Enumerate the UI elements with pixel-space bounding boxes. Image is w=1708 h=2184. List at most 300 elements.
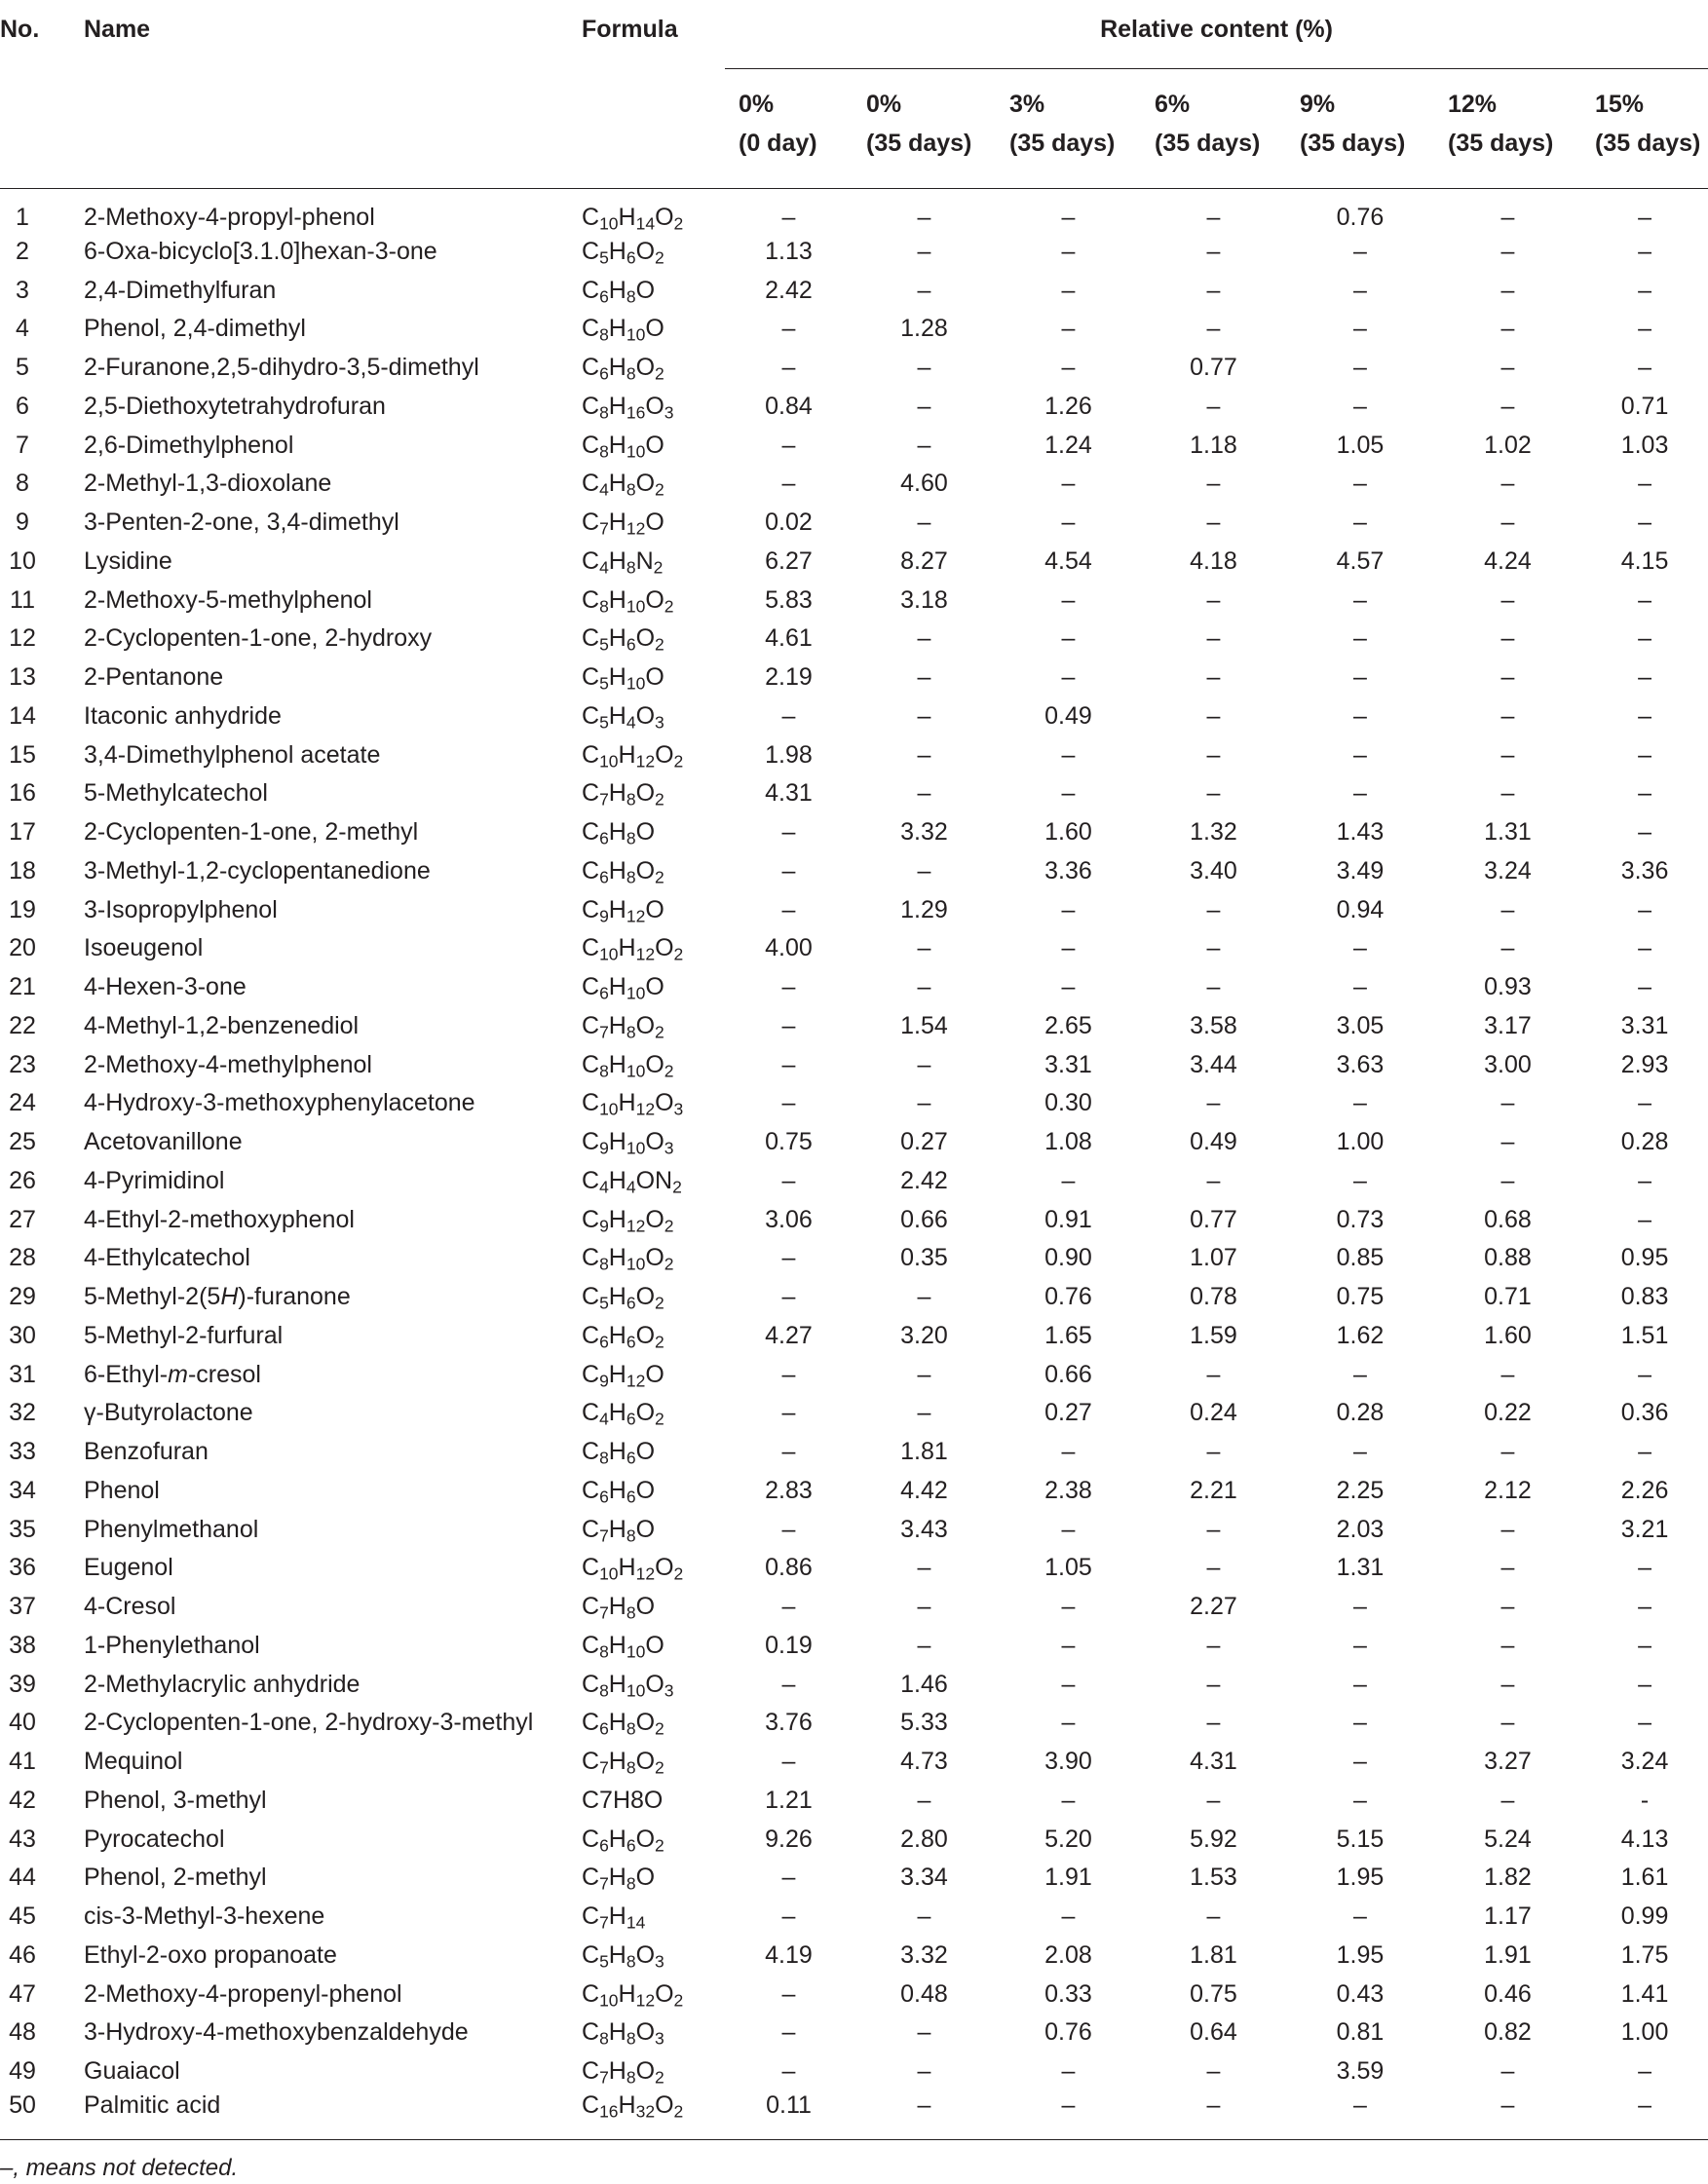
row-number: 48 — [9, 2018, 36, 2047]
relative-content-value: 0.76 — [1336, 204, 1385, 231]
relative-content-value: 1.60 — [1044, 818, 1092, 847]
relative-content-value: 0.75 — [1190, 1979, 1237, 2008]
relative-content-value: – — [917, 2018, 931, 2047]
row-number: 29 — [9, 1283, 36, 1311]
relative-content-value: 3.36 — [1044, 856, 1092, 885]
compound-name: Phenylmethanol — [84, 1515, 259, 1543]
relative-content-value: – — [781, 1360, 796, 1388]
compound-name: 2,4-Dimethylfuran — [84, 276, 277, 304]
compound-formula: $C_6H_8O_2$ — [582, 856, 664, 887]
relative-content-value: 0.84 — [765, 392, 813, 420]
compound-formula: $C_8H_{16}O_3$ — [582, 392, 674, 423]
compound-name: 2-Cyclopenten-1-one, 2-hydroxy — [84, 624, 433, 653]
relative-content-value: 3.44 — [1190, 1050, 1237, 1078]
relative-content-value: 1.46 — [900, 1670, 948, 1698]
relative-content-value: 5.83 — [765, 585, 813, 614]
relative-content-value: – — [917, 779, 931, 808]
relative-content-value: – — [1353, 740, 1367, 769]
relative-content-value: – — [1353, 624, 1367, 653]
compound-formula: $C_6H_{10}O$ — [582, 973, 664, 1003]
compound-name: 3-Hydroxy-4-methoxybenzaldehyde — [84, 2018, 469, 2047]
relative-content-value: – — [781, 2018, 796, 2047]
relative-content-value: 0.33 — [1044, 1979, 1092, 2008]
relative-content-value: – — [1638, 1205, 1651, 1233]
compound-name: 2-Methoxy-4-propyl-phenol — [84, 204, 375, 231]
relative-content-value: – — [1353, 779, 1367, 808]
row-number: 8 — [16, 470, 29, 498]
header-condition-days: (35 days) — [1155, 130, 1261, 157]
table-row — [0, 1394, 1708, 1433]
relative-content-value: – — [781, 856, 796, 885]
relative-content-value: – — [1638, 1166, 1651, 1194]
compound-name: cis-3-Methyl-3-hexene — [84, 1902, 325, 1931]
relative-content-value: 2.42 — [765, 276, 813, 304]
relative-content-value: 1.53 — [1190, 1864, 1237, 1892]
compound-formula: $C_{10}H_{12}O_2$ — [582, 1979, 684, 2010]
relative-content-value: 1.91 — [1484, 1940, 1532, 1969]
header-condition — [1581, 69, 1708, 189]
relative-content-value: – — [1206, 1554, 1221, 1582]
relative-content-value: 1.03 — [1620, 431, 1669, 459]
relative-content-value: 1.21 — [765, 1786, 813, 1814]
relative-content-value: – — [1206, 392, 1221, 420]
relative-content-value: – — [1206, 1360, 1221, 1388]
relative-content-value: – — [1500, 1089, 1515, 1117]
relative-content-value: – — [1206, 470, 1221, 498]
relative-content-value: – — [917, 431, 931, 459]
table-row — [0, 2014, 1708, 2052]
compound-formula: $C_5H_6O_2$ — [582, 237, 664, 268]
relative-content-value: 4.42 — [900, 1476, 948, 1504]
row-number: 17 — [9, 818, 36, 847]
relative-content-value: 1.81 — [1190, 1940, 1237, 1969]
relative-content-value: – — [781, 1050, 796, 1078]
compound-formula: $C_9H_{12}O$ — [582, 895, 664, 925]
compound-name: 2-Methoxy-4-methylphenol — [84, 1050, 372, 1078]
relative-content-value: 1.60 — [1484, 1321, 1532, 1349]
compound-name: 6-Ethyl-m-cresol — [84, 1360, 261, 1388]
relative-content-value: 1.91 — [1044, 1864, 1092, 1892]
compound-name: 4-Pyrimidinol — [84, 1166, 225, 1194]
relative-content-value: – — [1500, 1360, 1515, 1388]
relative-content-value: – — [1061, 1902, 1076, 1931]
relative-content-value: – — [1500, 740, 1515, 769]
compound-name: 2,6-Dimethylphenol — [84, 431, 294, 459]
table-row — [0, 851, 1708, 890]
relative-content-value: – — [1500, 895, 1515, 923]
row-number: 10 — [9, 546, 36, 575]
relative-content-value: – — [917, 354, 931, 382]
row-number: 20 — [9, 934, 36, 962]
relative-content-value: 0.49 — [1044, 701, 1092, 730]
relative-content-value: 0.71 — [1620, 392, 1669, 420]
relative-content-value: – — [1353, 470, 1367, 498]
relative-content-value: – — [1061, 895, 1076, 923]
relative-content-value: 2.19 — [765, 663, 813, 692]
table-row — [0, 426, 1708, 465]
table-row — [0, 1045, 1708, 1084]
relative-content-value: 2.08 — [1044, 1940, 1092, 1969]
relative-content-value: – — [1500, 204, 1515, 231]
relative-content-value: – — [1353, 1631, 1367, 1659]
relative-content-value: 1.02 — [1484, 431, 1532, 459]
relative-content-value: 1.00 — [1620, 2018, 1669, 2047]
relative-content-value: – — [1353, 663, 1367, 692]
relative-content-value: – — [1353, 585, 1367, 614]
table-row — [0, 1936, 1708, 1975]
compound-formula: $C_7H_8O_2$ — [582, 779, 664, 810]
compound-formula: $C_9H_{10}O_3$ — [582, 1128, 674, 1158]
relative-content-value: – — [1638, 237, 1651, 265]
compound-name: 6-Oxa-bicyclo[3.1.0]hexan-3-one — [84, 237, 437, 265]
relative-content-value: – — [1500, 1670, 1515, 1698]
compound-name: 4-Ethylcatechol — [84, 1244, 250, 1272]
table-row — [0, 1277, 1708, 1316]
compound-formula: $C_8H_{10}O_2$ — [582, 1050, 674, 1080]
relative-content-value: 0.85 — [1336, 1244, 1385, 1272]
table-row — [0, 503, 1708, 542]
row-number: 33 — [9, 1438, 36, 1466]
relative-content-value: 1.98 — [765, 740, 813, 769]
table-row — [0, 2052, 1708, 2090]
relative-content-value: – — [1500, 1438, 1515, 1466]
relative-content-value: – — [917, 1399, 931, 1427]
compound-name: γ-Butyrolactone — [84, 1399, 253, 1427]
relative-content-value: 1.41 — [1620, 1979, 1669, 2008]
row-number: 49 — [9, 2057, 36, 2086]
header-condition-pct: 12% — [1448, 91, 1498, 118]
table-row — [0, 1471, 1708, 1510]
table-row — [0, 348, 1708, 387]
relative-content-value: – — [1638, 1709, 1651, 1737]
relative-content-value: 0.11 — [766, 2091, 812, 2119]
relative-content-value: 0.82 — [1484, 2018, 1532, 2047]
relative-content-value: 1.51 — [1620, 1321, 1669, 1349]
relative-content-value: 0.88 — [1484, 1244, 1532, 1272]
relative-content-value: 0.73 — [1336, 1205, 1385, 1233]
relative-content-value: – — [1500, 1631, 1515, 1659]
relative-content-value: – — [1206, 1438, 1221, 1466]
relative-content-value: – — [1353, 354, 1367, 382]
row-number: 16 — [9, 779, 36, 808]
relative-content-value: – — [781, 1399, 796, 1427]
compound-name: 2-Methoxy-5-methylphenol — [84, 585, 372, 614]
relative-content-value: – — [781, 895, 796, 923]
row-number: 34 — [9, 1476, 36, 1504]
relative-content-value: – — [1353, 701, 1367, 730]
relative-content-value: – — [1638, 2057, 1651, 2086]
relative-content-value: 1.43 — [1336, 818, 1385, 847]
table-row — [0, 929, 1708, 968]
compound-name: Itaconic anhydride — [84, 701, 282, 730]
relative-content-value: - — [1640, 1786, 1650, 1814]
relative-content-value: 1.29 — [900, 895, 948, 923]
compound-name: Pyrocatechol — [84, 1825, 225, 1853]
relative-content-value: 3.00 — [1484, 1050, 1532, 1078]
row-number: 3 — [16, 276, 29, 304]
relative-content-value: – — [1353, 315, 1367, 343]
relative-content-value: – — [1206, 1670, 1221, 1698]
row-number: 36 — [9, 1554, 36, 1582]
relative-content-value: 0.77 — [1190, 1205, 1237, 1233]
compound-name: 3-Methyl-1,2-cyclopentanedione — [84, 856, 431, 885]
relative-content-value: – — [781, 1515, 796, 1543]
header-condition-days: (35 days) — [1448, 130, 1554, 157]
compound-formula: $C_7H_{12}O$ — [582, 508, 664, 539]
relative-content-value: 1.81 — [900, 1438, 948, 1466]
row-number: 50 — [9, 2091, 36, 2119]
table-row — [0, 735, 1708, 774]
table-row — [0, 890, 1708, 929]
compound-formula: $C_7H_8O$ — [582, 1515, 656, 1545]
table-row — [0, 1084, 1708, 1123]
relative-content-value: 2.42 — [900, 1166, 948, 1194]
relative-content-value: 1.95 — [1336, 1864, 1385, 1892]
relative-content-value: – — [1500, 1515, 1515, 1543]
relative-content-value: – — [1061, 934, 1076, 962]
table-row — [0, 465, 1708, 504]
relative-content-value: 0.95 — [1620, 1244, 1669, 1272]
header-condition — [996, 69, 1141, 189]
row-number: 19 — [9, 895, 36, 923]
relative-content-value: 0.35 — [900, 1244, 948, 1272]
compound-formula: $C_{10}H_{14}O_2$ — [582, 204, 684, 234]
relative-content-value: – — [917, 2091, 931, 2119]
relative-content-value: 3.24 — [1620, 1748, 1669, 1776]
relative-content-value: – — [1638, 1438, 1651, 1466]
row-number: 21 — [9, 973, 36, 1001]
relative-content-value: 0.02 — [765, 508, 813, 537]
table-row — [0, 1510, 1708, 1549]
relative-content-value: 3.21 — [1620, 1515, 1669, 1543]
relative-content-value: – — [1500, 624, 1515, 653]
relative-content-value: – — [1500, 276, 1515, 304]
relative-content-value: 5.33 — [900, 1709, 948, 1737]
relative-content-value: – — [1638, 818, 1651, 847]
relative-content-value: 0.77 — [1190, 354, 1237, 382]
header-condition — [853, 69, 996, 189]
compound-name: 2-Methyl-1,3-dioxolane — [84, 470, 332, 498]
relative-content-value: – — [1500, 508, 1515, 537]
relative-content-value: 2.80 — [900, 1825, 948, 1853]
relative-content-value: – — [781, 1593, 796, 1621]
relative-content-value: – — [1638, 315, 1651, 343]
relative-content-value: – — [1061, 1670, 1076, 1698]
relative-content-value: – — [1061, 740, 1076, 769]
compound-formula: $C_8H_{10}O_3$ — [582, 1670, 674, 1700]
relative-content-value: 4.15 — [1620, 546, 1669, 575]
relative-content-value: – — [1206, 1515, 1221, 1543]
compound-formula: $C_8H_{10}O$ — [582, 315, 664, 345]
table-bottom-rule — [0, 2139, 1708, 2140]
relative-content-value: – — [1206, 204, 1221, 231]
relative-content-value: – — [1500, 1554, 1515, 1582]
header-condition — [1141, 69, 1286, 189]
row-number: 5 — [16, 354, 29, 382]
row-number: 6 — [16, 392, 29, 420]
compound-name: 2-Cyclopenten-1-one, 2-hydroxy-3-methyl — [84, 1709, 534, 1737]
relative-content-value: 4.13 — [1620, 1825, 1669, 1853]
compound-name: Mequinol — [84, 1748, 183, 1776]
row-number: 32 — [9, 1399, 36, 1427]
header-condition-pct: 6% — [1155, 91, 1191, 118]
compound-name: 2-Cyclopenten-1-one, 2-methyl — [84, 818, 419, 847]
relative-content-value: – — [1638, 1360, 1651, 1388]
relative-content-value: – — [917, 1360, 931, 1388]
relative-content-value: 1.28 — [900, 315, 948, 343]
relative-content-value: 2.83 — [765, 1476, 813, 1504]
relative-content-value: 1.31 — [1484, 818, 1532, 847]
table-row — [0, 1316, 1708, 1355]
table-row — [0, 1897, 1708, 1936]
header-condition-days: (35 days) — [866, 130, 972, 157]
compound-name: Benzofuran — [84, 1438, 209, 1466]
relative-content-value: – — [917, 1050, 931, 1078]
relative-content-value: – — [1500, 1166, 1515, 1194]
relative-content-value: 4.73 — [900, 1748, 948, 1776]
relative-content-value: 0.28 — [1620, 1128, 1669, 1156]
compound-formula: $C_7H_8O$ — [582, 1864, 656, 1894]
compound-name: Lysidine — [84, 546, 172, 575]
row-number: 37 — [9, 1593, 36, 1621]
compound-name: Phenol — [84, 1476, 160, 1504]
relative-content-value: 4.57 — [1336, 546, 1385, 575]
row-number: 45 — [9, 1902, 36, 1931]
compound-formula: $C_7H_{14}$ — [582, 1902, 646, 1933]
compound-formula: $C_{16}H_{32}O_2$ — [582, 2091, 684, 2122]
relative-content-value: – — [1500, 585, 1515, 614]
relative-content-value: – — [781, 1244, 796, 1272]
compound-name: Isoeugenol — [84, 934, 204, 962]
relative-content-value: – — [1638, 276, 1651, 304]
relative-content-value: – — [1353, 1670, 1367, 1698]
relative-content-value: – — [1638, 973, 1651, 1001]
table-row — [0, 1626, 1708, 1665]
relative-content-value: 0.48 — [900, 1979, 948, 2008]
compound-name: 1-Phenylethanol — [84, 1631, 260, 1659]
relative-content-value: 3.32 — [900, 1940, 948, 1969]
relative-content-value: – — [781, 1089, 796, 1117]
relative-content-value: 0.24 — [1190, 1399, 1237, 1427]
relative-content-value: 4.31 — [1190, 1748, 1237, 1776]
table-row — [0, 189, 1708, 233]
relative-content-value: 0.66 — [1044, 1360, 1092, 1388]
relative-content-value: – — [1353, 1166, 1367, 1194]
relative-content-value: 5.15 — [1336, 1825, 1385, 1853]
header-condition-days: (35 days) — [1595, 130, 1701, 157]
relative-content-value: – — [1061, 315, 1076, 343]
relative-content-value: 1.59 — [1190, 1321, 1237, 1349]
compound-name: 4-Ethyl-2-methoxyphenol — [84, 1205, 355, 1233]
relative-content-value: – — [1500, 1786, 1515, 1814]
relative-content-value: – — [1353, 1709, 1367, 1737]
relative-content-value: – — [1638, 508, 1651, 537]
relative-content-value: – — [1353, 1593, 1367, 1621]
relative-content-value: – — [1353, 1748, 1367, 1776]
relative-content-value: – — [781, 315, 796, 343]
row-number: 26 — [9, 1166, 36, 1194]
compound-formula: $C_8H_{10}O$ — [582, 1631, 664, 1662]
relative-content-value: 1.75 — [1620, 1940, 1669, 1969]
relative-content-value: 3.18 — [900, 585, 948, 614]
table-row — [0, 542, 1708, 581]
relative-content-value: 3.34 — [900, 1864, 948, 1892]
table-row — [0, 1704, 1708, 1743]
row-number: 31 — [9, 1360, 36, 1388]
relative-content-value: 3.24 — [1484, 856, 1532, 885]
row-number: 41 — [9, 1748, 36, 1776]
relative-content-value: – — [917, 392, 931, 420]
relative-content-value: 0.27 — [900, 1128, 948, 1156]
compound-formula: $C_7H_8O_2$ — [582, 2057, 664, 2088]
relative-content-value: – — [781, 1438, 796, 1466]
compound-formula: $C_6H_6O_2$ — [582, 1825, 664, 1855]
relative-content-value: 6.27 — [765, 546, 813, 575]
relative-content-value: 1.05 — [1044, 1554, 1092, 1582]
compound-formula: $C_4H_6O_2$ — [582, 1399, 664, 1429]
relative-content-value: – — [1061, 1709, 1076, 1737]
relative-content-value: – — [1061, 276, 1076, 304]
compound-formula: $C_9H_{12}O_2$ — [582, 1205, 674, 1235]
compound-name: Palmitic acid — [84, 2091, 221, 2119]
relative-content-value: – — [1353, 1089, 1367, 1117]
relative-content-value: – — [1206, 1902, 1221, 1931]
relative-content-value: – — [781, 1670, 796, 1698]
relative-content-value: 4.54 — [1044, 546, 1092, 575]
relative-content-value: – — [1206, 740, 1221, 769]
compound-name: 2,5-Diethoxytetrahydrofuran — [84, 392, 386, 420]
table-row — [0, 581, 1708, 620]
compound-formula: $C_9H_{12}O$ — [582, 1360, 664, 1390]
table-row — [0, 967, 1708, 1006]
relative-content-value: 2.38 — [1044, 1476, 1092, 1504]
row-number: 12 — [9, 624, 36, 653]
header-condition-days: (35 days) — [1009, 130, 1116, 157]
row-number: 42 — [9, 1786, 36, 1814]
relative-content-value: 1.95 — [1336, 1940, 1385, 1969]
compound-formula: $C_5H_{10}O$ — [582, 663, 664, 694]
relative-content-value: – — [1638, 2091, 1651, 2119]
relative-content-value: – — [1638, 701, 1651, 730]
header-condition-days: (35 days) — [1300, 130, 1406, 157]
relative-content-value: – — [917, 508, 931, 537]
relative-content-value: – — [1500, 2057, 1515, 2086]
relative-content-value: 0.81 — [1336, 2018, 1385, 2047]
relative-content-value: 4.60 — [900, 470, 948, 498]
relative-content-value: – — [1061, 779, 1076, 808]
table-row — [0, 1200, 1708, 1239]
compound-formula: $C_6H_8O_2$ — [582, 354, 664, 384]
relative-content-value: – — [1061, 585, 1076, 614]
relative-content-value: 3.63 — [1336, 1050, 1385, 1078]
compound-name: 2-Methoxy-4-propenyl-phenol — [84, 1979, 402, 2008]
relative-content-value: – — [1353, 276, 1367, 304]
relative-content-value: 3.31 — [1620, 1011, 1669, 1039]
relative-content-value: 0.76 — [1044, 2018, 1092, 2047]
relative-content-value: 0.83 — [1620, 1283, 1669, 1311]
relative-content-value: – — [1353, 1438, 1367, 1466]
compound-name: 2-Furanone,2,5-dihydro-3,5-dimethyl — [84, 354, 479, 382]
relative-content-value: – — [1638, 470, 1651, 498]
relative-content-value: 3.17 — [1484, 1011, 1532, 1039]
relative-content-value: 1.54 — [900, 1011, 948, 1039]
relative-content-value: – — [917, 663, 931, 692]
table-row — [0, 1239, 1708, 1278]
relative-content-value: – — [1061, 1593, 1076, 1621]
compound-name: Phenol, 3-methyl — [84, 1786, 267, 1814]
relative-content-value: 3.59 — [1336, 2057, 1385, 2086]
row-number: 7 — [16, 431, 29, 459]
